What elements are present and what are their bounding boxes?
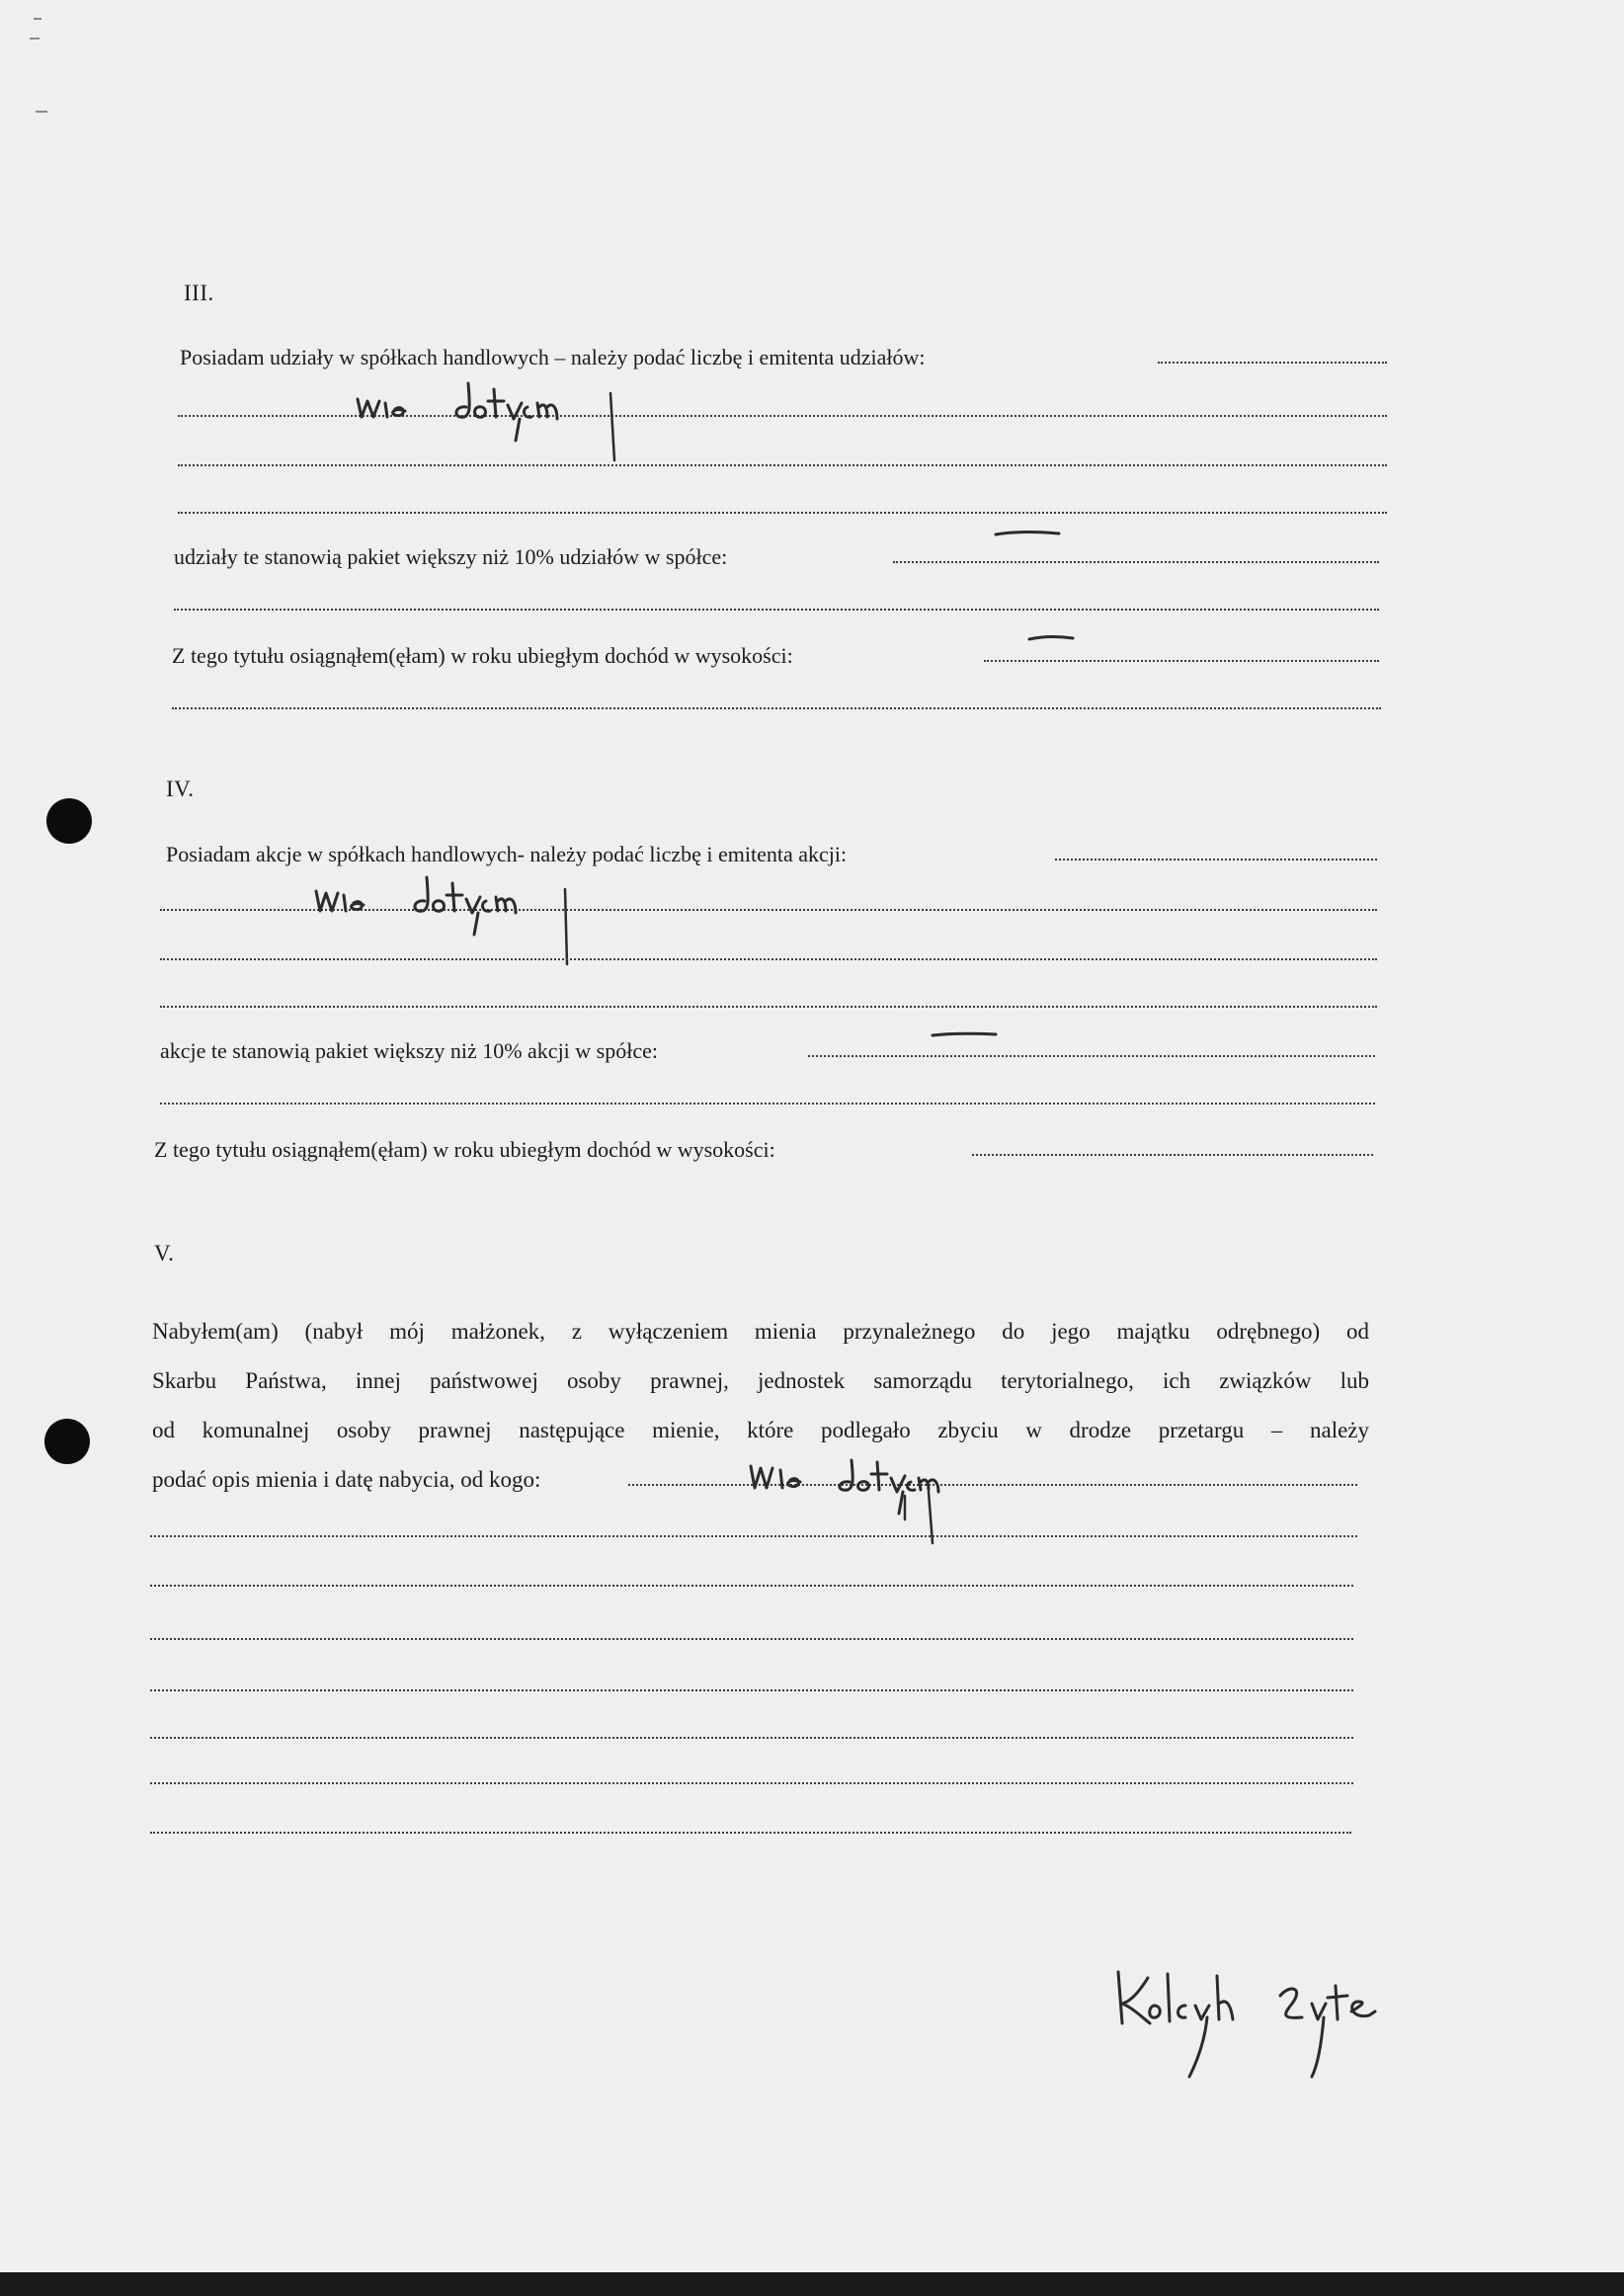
fill-line — [893, 561, 1379, 563]
fill-line — [150, 1585, 1353, 1587]
fill-line — [174, 609, 1379, 611]
fill-line — [150, 1832, 1351, 1834]
section-4-heading: IV. — [166, 777, 195, 801]
scan-bottom-edge — [0, 2272, 1624, 2296]
section-3-shares-label: Posiadam udziały w spółkach handlowych – należy podać liczbę i emitenta udziałów: — [180, 345, 926, 369]
handwritten-answer-nie-dotyczy — [356, 379, 632, 473]
fill-line — [1158, 362, 1387, 364]
section-5-line-4: podać opis mienia i datę nabycia, od kogo: — [152, 1467, 541, 1492]
section-4-shares-label: Posiadam akcje w spółkach handlowych- należy podać liczbę i emitenta akcji: — [166, 842, 848, 866]
fill-line — [972, 1154, 1373, 1156]
section-3-packet-label: udziały te stanowią pakiet większy niż 10% udziałów w spółce: — [174, 544, 728, 569]
fill-line — [160, 1006, 1377, 1008]
section-4-income-label: Z tego tytułu osiągnąłem(ęłam) w roku ubiegłym dochód w wysokości: — [154, 1137, 775, 1162]
fill-line — [150, 1535, 1357, 1537]
scan-mark — [30, 38, 40, 40]
handwritten-dash — [931, 1027, 1000, 1045]
section-4-packet-label: akcje te stanowią pakiet większy niż 10% akcji w spółce: — [160, 1038, 658, 1063]
section-5-line-3: od komunalnej osoby prawnej następujące mienie, które podlegało zbyciu w drodze przetargu – należy — [152, 1418, 1369, 1442]
punch-hole — [46, 798, 92, 844]
section-5-heading: V. — [154, 1241, 175, 1266]
section-3-heading: III. — [184, 281, 214, 305]
fill-line — [178, 464, 1387, 466]
fill-line — [808, 1055, 1375, 1057]
section-3-income-label: Z tego tytułu osiągnąłem(ęłam) w roku ubiegłym dochód w wysokości: — [172, 643, 793, 668]
handwritten-dash — [1027, 630, 1077, 648]
handwritten-dash — [994, 526, 1063, 543]
punch-hole — [44, 1419, 90, 1464]
fill-line — [172, 707, 1381, 709]
scan-mark — [34, 18, 41, 20]
fill-line — [160, 1103, 1375, 1105]
fill-line — [150, 1782, 1353, 1784]
fill-line — [160, 958, 1377, 960]
fill-line — [150, 1638, 1353, 1640]
handwritten-signature — [1110, 1966, 1466, 2090]
fill-line — [984, 660, 1379, 662]
fill-line — [178, 512, 1387, 514]
fill-line — [150, 1689, 1353, 1691]
section-5-line-2: Skarbu Państwa, innej państwowej osoby prawnej, jednostek samorządu terytorialnego, ich związków lub — [152, 1368, 1369, 1393]
fill-line — [150, 1737, 1353, 1739]
fill-line — [1055, 859, 1377, 861]
scan-mark — [36, 111, 47, 113]
section-5-line-1: Nabyłem(am) (nabył mój małżonek, z wyłączeniem mienia przynależnego do jego majątku odrębnego) od — [152, 1319, 1369, 1344]
